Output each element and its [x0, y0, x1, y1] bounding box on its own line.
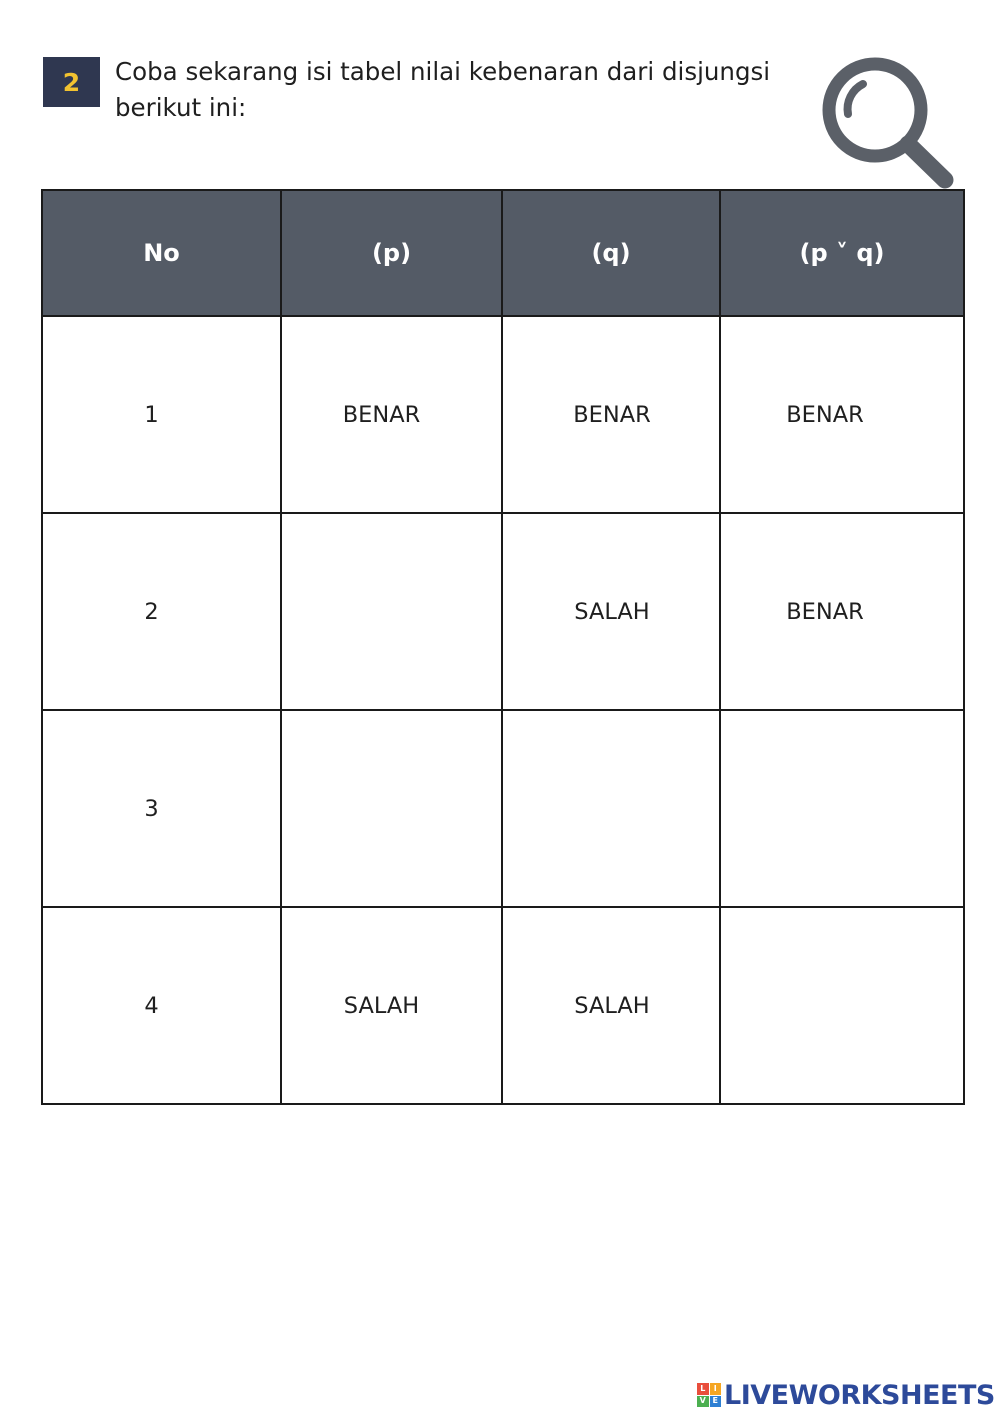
liveworksheets-logo-icon: [697, 1383, 721, 1407]
cell-p-or-q[interactable]: [720, 316, 964, 513]
question-text: Coba sekarang isi tabel nilai kebenaran dari disjungsi berikut ini:: [115, 57, 771, 122]
header-no-label: No: [143, 239, 180, 267]
logo-letter: V: [697, 1396, 709, 1408]
liveworksheets-wordmark: LIVEWORKSHEETS: [724, 1379, 995, 1411]
cell-q[interactable]: [502, 907, 720, 1104]
cell-q[interactable]: [502, 513, 720, 710]
header-p: [281, 190, 502, 316]
cell-p-or-q-value: BENAR: [786, 401, 864, 428]
cell-p[interactable]: [281, 710, 502, 907]
question-number-badge: [43, 57, 100, 107]
cell-q[interactable]: [502, 316, 720, 513]
liveworksheets-branding[interactable]: [697, 1378, 995, 1412]
header-q: [502, 190, 720, 316]
logo-letter: I: [710, 1383, 722, 1395]
table-row: [42, 513, 964, 710]
cell-no: [42, 907, 281, 1104]
logo-letter: E: [710, 1396, 722, 1408]
truth-table: [41, 189, 965, 1105]
logo-letter: L: [697, 1383, 709, 1395]
cell-no: [42, 710, 281, 907]
header-p-or-q-label: (p ˅ q): [799, 239, 885, 267]
table-row: [42, 316, 964, 513]
cell-p-or-q[interactable]: [720, 710, 964, 907]
header-p-or-q: [720, 190, 964, 316]
cell-p-or-q[interactable]: [720, 907, 964, 1104]
cell-p-or-q-value: BENAR: [786, 598, 864, 625]
cell-q-value: BENAR: [573, 401, 651, 428]
cell-no-value: 4: [144, 992, 159, 1019]
table-row: [42, 907, 964, 1104]
question-number: 2: [62, 67, 81, 97]
cell-no: [42, 513, 281, 710]
header-p-label: (p): [371, 239, 412, 267]
cell-q-value: SALAH: [574, 598, 650, 625]
cell-p-value: SALAH: [343, 992, 420, 1019]
header-q-label: (q): [591, 239, 631, 267]
table-row: [42, 710, 964, 907]
cell-no-value: 1: [144, 401, 159, 428]
cell-q-value: SALAH: [574, 992, 650, 1019]
search-icon: [815, 50, 965, 195]
cell-p[interactable]: [281, 316, 502, 513]
cell-p-or-q[interactable]: [720, 513, 964, 710]
table-header-row: [42, 190, 964, 316]
cell-no-value: 2: [144, 598, 159, 625]
cell-p[interactable]: [281, 513, 502, 710]
cell-no-value: 3: [144, 795, 159, 822]
cell-no: [42, 316, 281, 513]
cell-p[interactable]: [281, 907, 502, 1104]
cell-q[interactable]: [502, 710, 720, 907]
header-no: [42, 190, 281, 316]
cell-p-value: BENAR: [342, 401, 421, 428]
